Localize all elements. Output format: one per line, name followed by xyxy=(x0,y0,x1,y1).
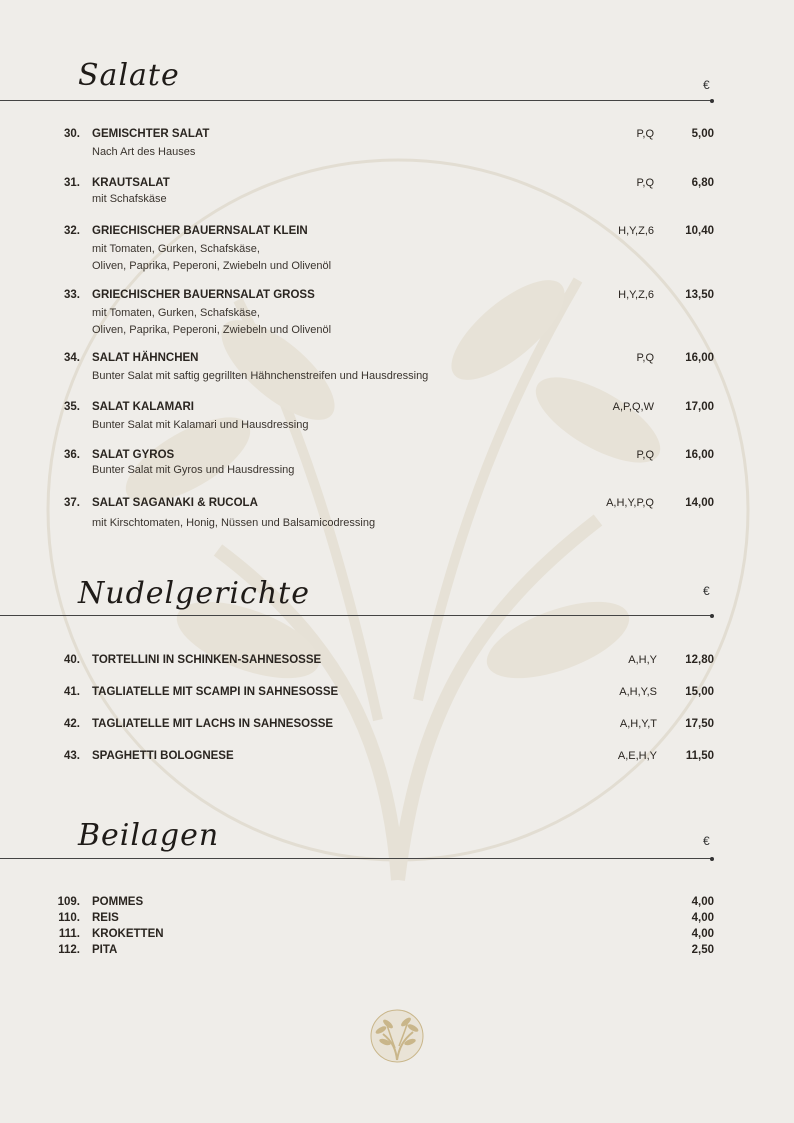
item-number: 30. xyxy=(64,128,80,140)
item-allergens: P,Q xyxy=(636,449,654,461)
item-name: GRIECHISCHER BAUERNSALAT GROSS xyxy=(92,289,315,301)
item-name: SALAT SAGANAKI & RUCOLA xyxy=(92,497,258,509)
item-price: 12,80 xyxy=(685,654,714,666)
item-name: KRAUTSALAT xyxy=(92,177,170,189)
item-number: 40. xyxy=(64,654,80,666)
item-price: 4,00 xyxy=(691,928,714,940)
item-allergens: A,H,Y,P,Q xyxy=(606,497,654,509)
item-allergens: A,E,H,Y xyxy=(617,750,657,762)
item-name: SALAT KALAMARI xyxy=(92,401,194,413)
item-price: 17,50 xyxy=(685,718,714,730)
item-description: mit Tomaten, Gurken, Schafskäse, Oliven, Paprika, Peperoni, Zwiebeln und Olivenöl xyxy=(92,243,332,272)
item-price: 10,40 xyxy=(685,225,714,237)
item-price: 11,50 xyxy=(685,750,714,762)
item-allergens: P,Q xyxy=(636,128,654,140)
item-price: 2,50 xyxy=(691,944,714,956)
item-price: 6,80 xyxy=(691,177,714,189)
item-number: 36. xyxy=(64,449,80,461)
tree-watermark-icon xyxy=(38,120,758,900)
item-allergens: P,Q xyxy=(636,177,654,189)
item-price: 5,00 xyxy=(691,128,714,140)
item-allergens: A,H,Y,T xyxy=(619,718,657,730)
item-name: TAGLIATELLE MIT SCAMPI IN SAHNESOSSE xyxy=(92,686,339,698)
tree-logo-icon xyxy=(369,1008,425,1064)
item-price: 16,00 xyxy=(685,352,714,364)
item-name: GRIECHISCHER BAUERNSALAT KLEIN xyxy=(92,225,308,237)
rule-dot xyxy=(710,99,714,103)
item-name: TAGLIATELLE MIT LACHS IN SAHNESOSSE xyxy=(92,718,334,730)
item-price: 15,00 xyxy=(685,686,714,698)
item-description: mit Schafskäse xyxy=(92,193,167,205)
section-title: Nudelgerichte xyxy=(78,576,310,611)
item-price: 14,00 xyxy=(685,497,714,509)
item-name: SPAGHETTI BOLOGNESE xyxy=(92,750,234,762)
item-number: 37. xyxy=(64,497,80,509)
item-allergens: H,Y,Z,6 xyxy=(618,225,654,237)
currency-label: € xyxy=(703,834,710,848)
item-description: Bunter Salat mit Gyros und Hausdressing xyxy=(92,464,295,476)
item-number: 34. xyxy=(64,352,80,364)
item-allergens: P,Q xyxy=(636,352,654,364)
item-description: Bunter Salat mit Kalamari und Hausdressing xyxy=(92,419,309,431)
item-number: 42. xyxy=(64,718,80,730)
item-number: 31. xyxy=(64,177,80,189)
item-name: SALAT HÄHNCHEN xyxy=(92,352,199,364)
item-allergens: A,P,Q,W xyxy=(612,401,654,413)
item-description: mit Kirschtomaten, Honig, Nüssen und Balsamicodressing xyxy=(92,517,376,529)
item-number: 111. xyxy=(58,928,80,940)
item-number: 109. xyxy=(57,896,80,908)
item-name: REIS xyxy=(92,912,119,924)
item-number: 112. xyxy=(58,944,80,956)
item-price: 4,00 xyxy=(691,896,714,908)
item-name: POMMES xyxy=(92,896,144,908)
item-price: 4,00 xyxy=(691,912,714,924)
item-name: PITA xyxy=(92,944,118,956)
rule-dot xyxy=(710,614,714,618)
section-title: Beilagen xyxy=(78,818,220,853)
item-allergens: A,H,Y,S xyxy=(619,686,657,698)
section-rule xyxy=(0,858,712,859)
item-allergens: A,H,Y xyxy=(628,654,657,666)
item-number: 41. xyxy=(64,686,80,698)
currency-label: € xyxy=(703,584,710,598)
item-description: Bunter Salat mit saftig gegrillten Hähnchenstreifen und Hausdressing xyxy=(92,370,429,382)
section-rule xyxy=(0,615,712,616)
item-description: mit Tomaten, Gurken, Schafskäse, Oliven, Paprika, Peperoni, Zwiebeln und Olivenöl xyxy=(92,307,332,336)
item-number: 33. xyxy=(64,289,80,301)
item-name: GEMISCHTER SALAT xyxy=(92,128,210,140)
item-name: TORTELLINI IN SCHINKEN-SAHNESOSSE xyxy=(92,654,322,666)
item-price: 17,00 xyxy=(685,401,714,413)
item-allergens: H,Y,Z,6 xyxy=(618,289,654,301)
section-rule xyxy=(0,100,712,101)
item-name: KROKETTEN xyxy=(92,928,164,940)
item-number: 110. xyxy=(58,912,80,924)
section-title: Salate xyxy=(78,58,180,93)
item-price: 13,50 xyxy=(685,289,714,301)
rule-dot xyxy=(710,857,714,861)
item-price: 16,00 xyxy=(685,449,714,461)
item-number: 32. xyxy=(64,225,80,237)
item-description: Nach Art des Hauses xyxy=(92,146,196,158)
item-number: 35. xyxy=(64,401,80,413)
currency-label: € xyxy=(703,78,710,92)
item-name: SALAT GYROS xyxy=(92,449,175,461)
item-number: 43. xyxy=(64,750,80,762)
